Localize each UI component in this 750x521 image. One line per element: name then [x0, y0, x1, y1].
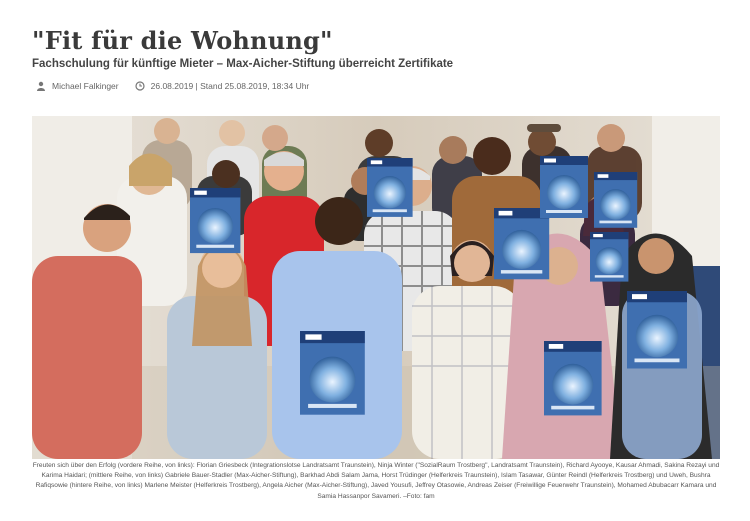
certificate-3 — [494, 208, 549, 279]
certificate-7 — [300, 331, 365, 415]
certificate-5 — [594, 172, 637, 228]
author-name[interactable]: Michael Falkinger — [52, 81, 119, 91]
article — [32, 0, 720, 521]
certificate-2 — [367, 158, 413, 217]
certificate-9 — [590, 232, 628, 282]
certificate-1 — [190, 188, 240, 253]
article-subheadline: Fachschulung für künftige Mieter – Max-Aicher-Stiftung überreicht Zertifikate — [32, 58, 454, 70]
article-meta — [36, 80, 309, 92]
article-date: 26.08.2019 | Stand 25.08.2019, 18:34 Uhr — [150, 81, 310, 91]
person-icon — [36, 81, 46, 91]
certificate-8 — [544, 341, 602, 415]
certificate-6 — [627, 291, 687, 369]
article-headline: "Fit für die Wohnung" — [32, 26, 333, 55]
clock-icon — [135, 81, 145, 91]
certificate-4 — [540, 156, 588, 218]
group-photo-illustration — [32, 116, 720, 459]
group-photo[interactable] — [32, 116, 720, 459]
photo-caption: Freuten sich über den Erfolg (vordere Reihe, von links): Florian Griesbeck (Integrationslotse Landratsamt Traunstein), Ninja Winter ("SozialRaum Trostberg", Landratsamt Traunstein), Richard Ayooye, Kausar Ahmadi, Sakina Rezayi und Karima Haidari; (mittlere Reihe, von links) Gabriele Bauer-Stadler (Max-Aicher-Stiftung), Barkhad Abdi Salam Jama, Horst Trüdinger (Helferkreis Traunstein), Islam Tasawar, Günter Reindl (Helferkreis Trostberg) und Uweh, Bushra Rafiqsowie (hintere Reihe, von links) Marlene Meister (Helferkreis Trostberg), Angela Aicher (Max-Aicher-Stiftung), Javed Yousufi, Jeffrey Otasowie, Andreas Zeiser (Freiwillige Feuerwehr Traunstein), Mohamed Abubacarr Kamara und Samia Hassanpor Savameri. –Foto: fam — [32, 462, 720, 500]
